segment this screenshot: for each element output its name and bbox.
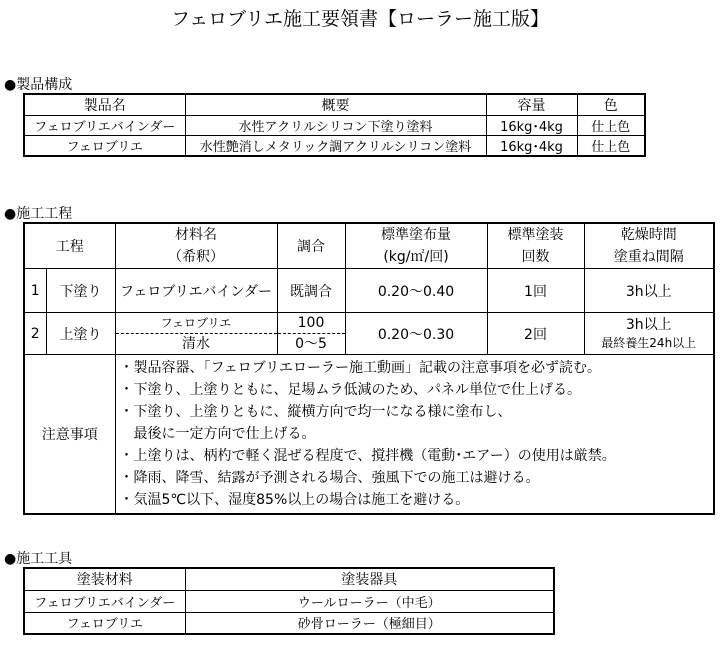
table-row: [24, 116, 645, 136]
process-table: [23, 222, 715, 515]
material-primary: フェロブリエ: [116, 313, 277, 334]
notes-list: [115, 355, 714, 515]
header-amount: [345, 223, 487, 269]
process-heading: ●施工工程: [4, 206, 73, 222]
header-summary: 概要: [185, 94, 486, 116]
material-dilution: 清水: [182, 336, 210, 352]
header-coats-label: 標準塗装: [507, 227, 564, 243]
page-title: フェロブリエ施工要領書【ローラー施工版】: [171, 8, 549, 30]
header-amount-unit: (kg/㎡/回): [383, 249, 449, 265]
mix-primary: 100: [278, 313, 345, 334]
note-item: ・下塗り、上塗りともに、足場ムラ低減のため、パネル単位で仕上げる。: [119, 382, 581, 398]
header-capacity: 容量: [486, 94, 577, 116]
products-table: [23, 93, 646, 157]
table-row: [24, 612, 554, 634]
product-capacity: 16kg･4kg: [486, 116, 577, 136]
product-name: フェロブリエバインダー: [24, 116, 185, 136]
step-mix: 既調合: [277, 269, 345, 313]
step-amount: 0.20～0.30: [345, 313, 487, 355]
header-material: [115, 223, 277, 269]
header-color: 色: [577, 94, 645, 116]
header-amount-label: 標準塗布量: [381, 227, 451, 243]
header-dry-sub: 塗重ね間隔: [613, 249, 684, 265]
step-number: 2: [24, 313, 46, 355]
table-row: [24, 313, 714, 355]
note-item: 最後に一定方向で仕上げる。: [119, 426, 316, 442]
step-name: 上塗り: [46, 313, 115, 355]
table-row: [24, 136, 645, 157]
product-color: 仕上色: [577, 136, 645, 157]
products-heading: ●製品構成: [4, 77, 73, 93]
step-number: 1: [24, 269, 46, 313]
notes-row: [24, 355, 714, 515]
tools-heading: ●施工工具: [4, 551, 73, 567]
step-coats: 1回: [487, 269, 584, 313]
tools-table: [23, 567, 555, 635]
header-step: 工程: [24, 223, 115, 269]
tool-name: ウールローラー（中毛）: [185, 590, 554, 612]
header-mix: 調合: [277, 223, 345, 269]
step-dry: [584, 313, 714, 355]
header-dry-label: 乾燥時間: [620, 227, 677, 243]
table-row: [24, 590, 554, 612]
tool-material: フェロブリエバインダー: [24, 590, 185, 612]
step-dry: 3h以上: [584, 269, 714, 313]
step-mix: [277, 313, 345, 355]
dry-interval: 3h以上: [625, 316, 672, 333]
table-header-row: [24, 223, 714, 269]
product-name: フェロブリエ: [24, 136, 185, 157]
step-amount: 0.20～0.40: [345, 269, 487, 313]
step-material: フェロブリエバインダー: [115, 269, 277, 313]
product-summary: 水性アクリルシリコン下塗り塗料: [185, 116, 486, 136]
final-cure: 最終養生24h以上: [601, 335, 697, 350]
table-header-row: [24, 94, 645, 116]
note-item: ・降雨、降雪、結露が予測される場合、強風下での施工は避ける。: [119, 470, 540, 486]
header-material: 塗装材料: [24, 568, 185, 590]
step-name: 下塗り: [46, 269, 115, 313]
note-item: ・気温5℃以下、湿度85%以上の場合は施工を避ける。: [119, 492, 470, 508]
header-coats-sub: 回数: [521, 249, 550, 265]
mix-dilution: 0～5: [295, 336, 327, 352]
step-coats: 2回: [487, 313, 584, 355]
table-header-row: [24, 568, 554, 590]
step-material: [115, 313, 277, 355]
header-material-label: 材料名: [175, 227, 217, 243]
header-product-name: 製品名: [24, 94, 185, 116]
notes-label: 注意事項: [24, 355, 115, 515]
header-coats: [487, 223, 584, 269]
header-material-dilution: （希釈）: [168, 249, 224, 265]
tool-material: フェロブリエ: [24, 612, 185, 634]
note-item: ・上塗りは、柄杓で軽く混ぜる程度で、撹拌機（電動･エアー）の使用は厳禁。: [119, 448, 616, 464]
product-color: 仕上色: [577, 116, 645, 136]
tool-name: 砂骨ローラー（極細目）: [185, 612, 554, 634]
product-summary: 水性艶消しメタリック調アクリルシリコン塗料: [185, 136, 486, 157]
table-row: [24, 269, 714, 313]
note-item: ・製品容器、「フェロブリエローラー施工動画」記載の注意事項を必ず読む。: [119, 360, 601, 376]
header-dry: [584, 223, 714, 269]
product-capacity: 16kg･4kg: [486, 136, 577, 157]
header-tool: 塗装器具: [185, 568, 554, 590]
note-item: ・下塗り、上塗りともに、縦横方向で均一になる様に塗布し、: [119, 404, 512, 420]
